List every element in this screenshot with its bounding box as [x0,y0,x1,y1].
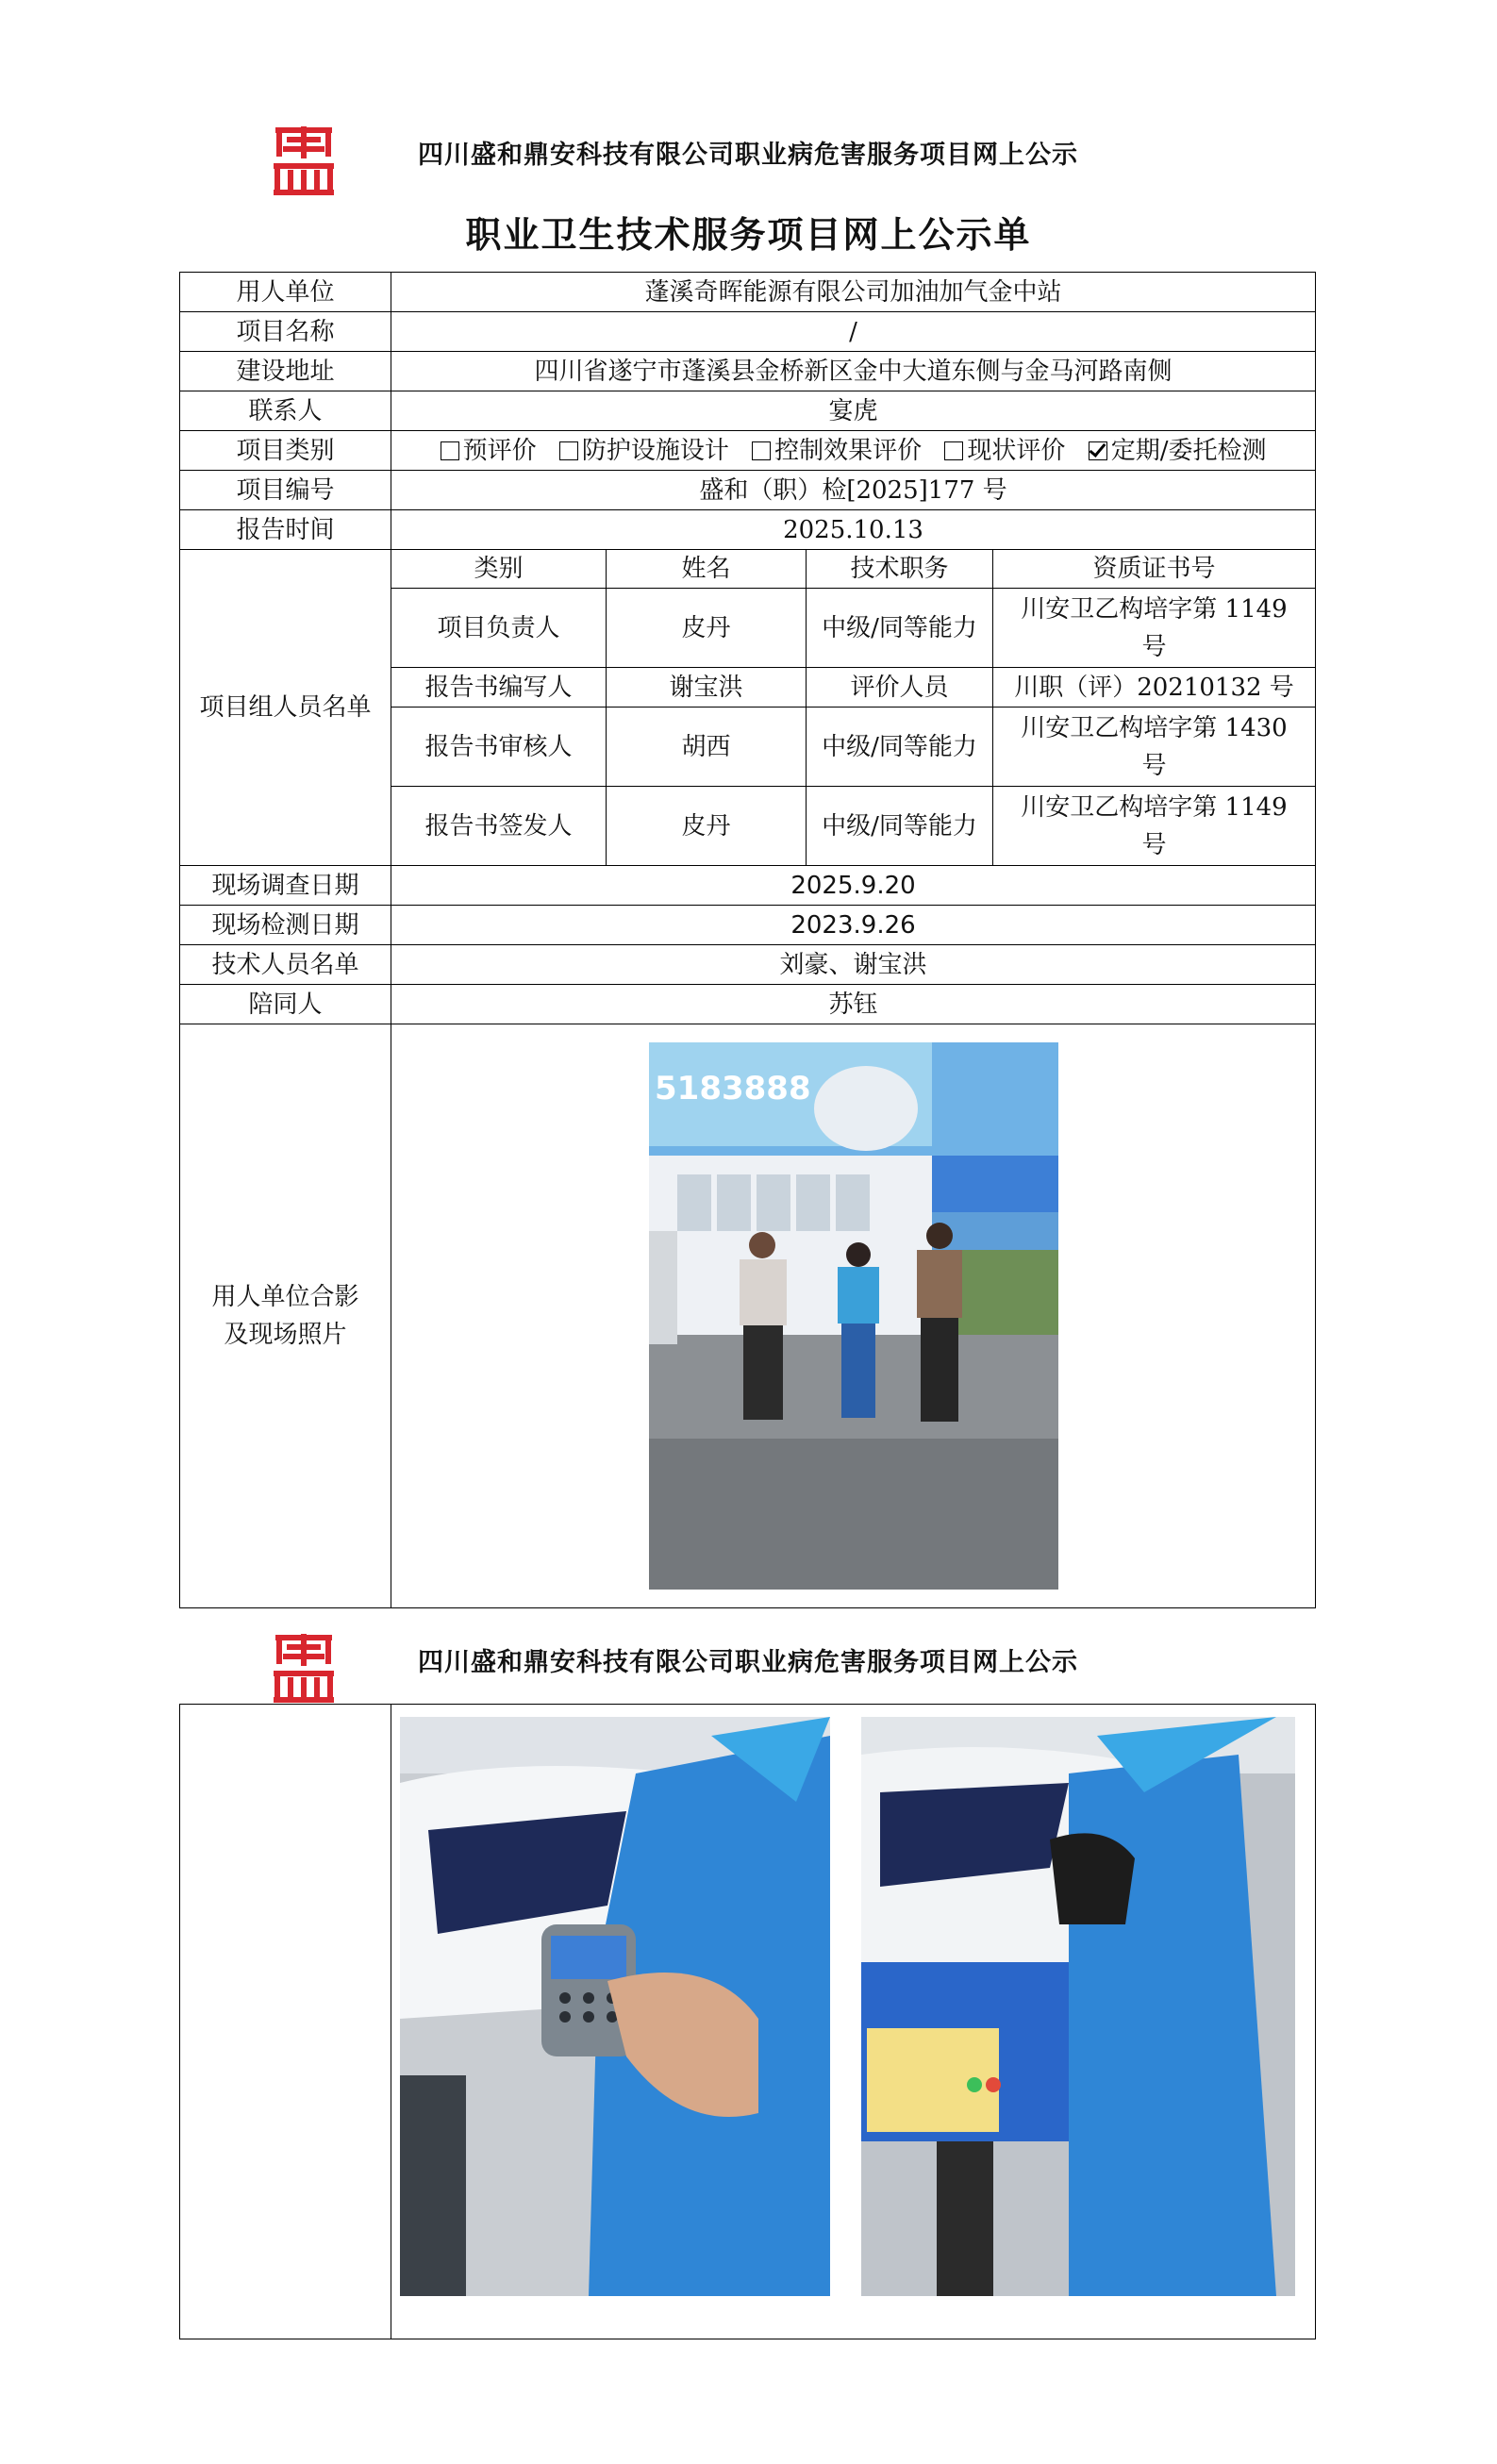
team-name: 皮丹 [607,787,807,866]
checkbox-icon [752,441,771,460]
test-date-label: 现场检测日期 [180,906,391,945]
noise-meter-photo-image [400,1717,830,2296]
empty-label-cell [180,1705,391,2339]
category-label: 项目类别 [180,431,391,471]
company-logo-icon [270,1628,338,1704]
team-title: 评价人员 [807,668,993,708]
address-label: 建设地址 [180,352,391,391]
team-header-role: 类别 [391,550,607,589]
checkbox-icon [944,441,963,460]
group-photo-image [649,1042,1058,1590]
person-3-figure [917,1223,962,1422]
team-header-title: 技术职务 [807,550,993,589]
air-sampler-photo-image [861,1717,1295,2296]
team-cert: 川安卫乙构培字第 1149 号 [993,589,1316,668]
photo-pair [392,1706,1314,2338]
company-line: 四川盛和鼎安科技有限公司职业病危害服务项目网上公示 [418,1648,1078,1677]
category-option: 控制效果评价 [752,437,922,465]
person-1-figure [740,1232,787,1420]
address-value: 四川省遂宁市蓬溪县金桥新区金中大道东侧与金马河路南侧 [391,352,1316,391]
row-photo [180,1024,1316,1608]
team-name: 谢宝洪 [607,668,807,708]
project-name-value: / [391,312,1316,352]
row-escort [180,985,1316,1024]
person-2-figure [838,1242,879,1418]
row-category [180,431,1316,471]
technicians-value: 刘豪、谢宝洪 [391,945,1316,985]
project-name-label: 项目名称 [180,312,391,352]
team-header-name: 姓名 [607,550,807,589]
photo-continuation-table [179,1704,1316,2339]
row-technicians [180,945,1316,985]
row-contact [180,391,1316,431]
project-no-value: 盛和（职）检[2025]177 号 [391,471,1316,510]
photo-cell [391,1024,1316,1608]
contact-label: 联系人 [180,391,391,431]
team-cert: 川安卫乙构培字第 1149 号 [993,787,1316,866]
category-options [391,431,1316,471]
team-role: 报告书审核人 [391,708,607,787]
survey-date-label: 现场调查日期 [180,866,391,906]
team-header-cert: 资质证书号 [993,550,1316,589]
photo-label: 用人单位合影及现场照片 [180,1024,391,1608]
row-survey-date [180,866,1316,906]
billboard-number: 5183888 [654,1070,811,1107]
test-date-value: 2023.9.26 [391,906,1316,945]
team-role: 项目负责人 [391,589,607,668]
team-role: 报告书签发人 [391,787,607,866]
report-time-label: 报告时间 [180,510,391,550]
row-employer [180,273,1316,312]
team-cert: 川安卫乙构培字第 1430 号 [993,708,1316,787]
category-option: 定期/委托检测 [1089,437,1267,465]
checked-checkbox-icon [1089,441,1107,460]
team-title: 中级/同等能力 [807,708,993,787]
row-project-no [180,471,1316,510]
photo-pair-cell [391,1705,1316,2339]
category-option: 预评价 [441,437,537,465]
document-title: 职业卫生技术服务项目网上公示单 [465,213,1032,256]
team-label: 项目组人员名单 [180,550,391,866]
team-title: 中级/同等能力 [807,787,993,866]
project-no-label: 项目编号 [180,471,391,510]
row-address [180,352,1316,391]
category-option: 现状评价 [944,437,1065,465]
employer-label: 用人单位 [180,273,391,312]
row-project-name [180,312,1316,352]
category-option: 防护设施设计 [559,437,729,465]
row-report-time [180,510,1316,550]
technicians-label: 技术人员名单 [180,945,391,985]
team-title: 中级/同等能力 [807,589,993,668]
team-name: 胡西 [607,708,807,787]
checkbox-icon [441,441,459,460]
company-logo-icon [270,121,338,196]
page-header [0,121,1497,215]
contact-value: 宴虎 [391,391,1316,431]
photo-row [180,1705,1316,2339]
team-cert: 川职（评）20210132 号 [993,668,1316,708]
checkbox-icon [559,441,578,460]
escort-value: 苏钰 [391,985,1316,1024]
report-time-value: 2025.10.13 [391,510,1316,550]
notice-form [179,272,1316,1608]
row-test-date [180,906,1316,945]
team-name: 皮丹 [607,589,807,668]
team-header-row [180,550,1316,589]
employer-value: 蓬溪奇晖能源有限公司加油加气金中站 [391,273,1316,312]
survey-date-value: 2025.9.20 [391,866,1316,906]
escort-label: 陪同人 [180,985,391,1024]
team-role: 报告书编写人 [391,668,607,708]
company-line: 四川盛和鼎安科技有限公司职业病危害服务项目网上公示 [418,141,1078,170]
